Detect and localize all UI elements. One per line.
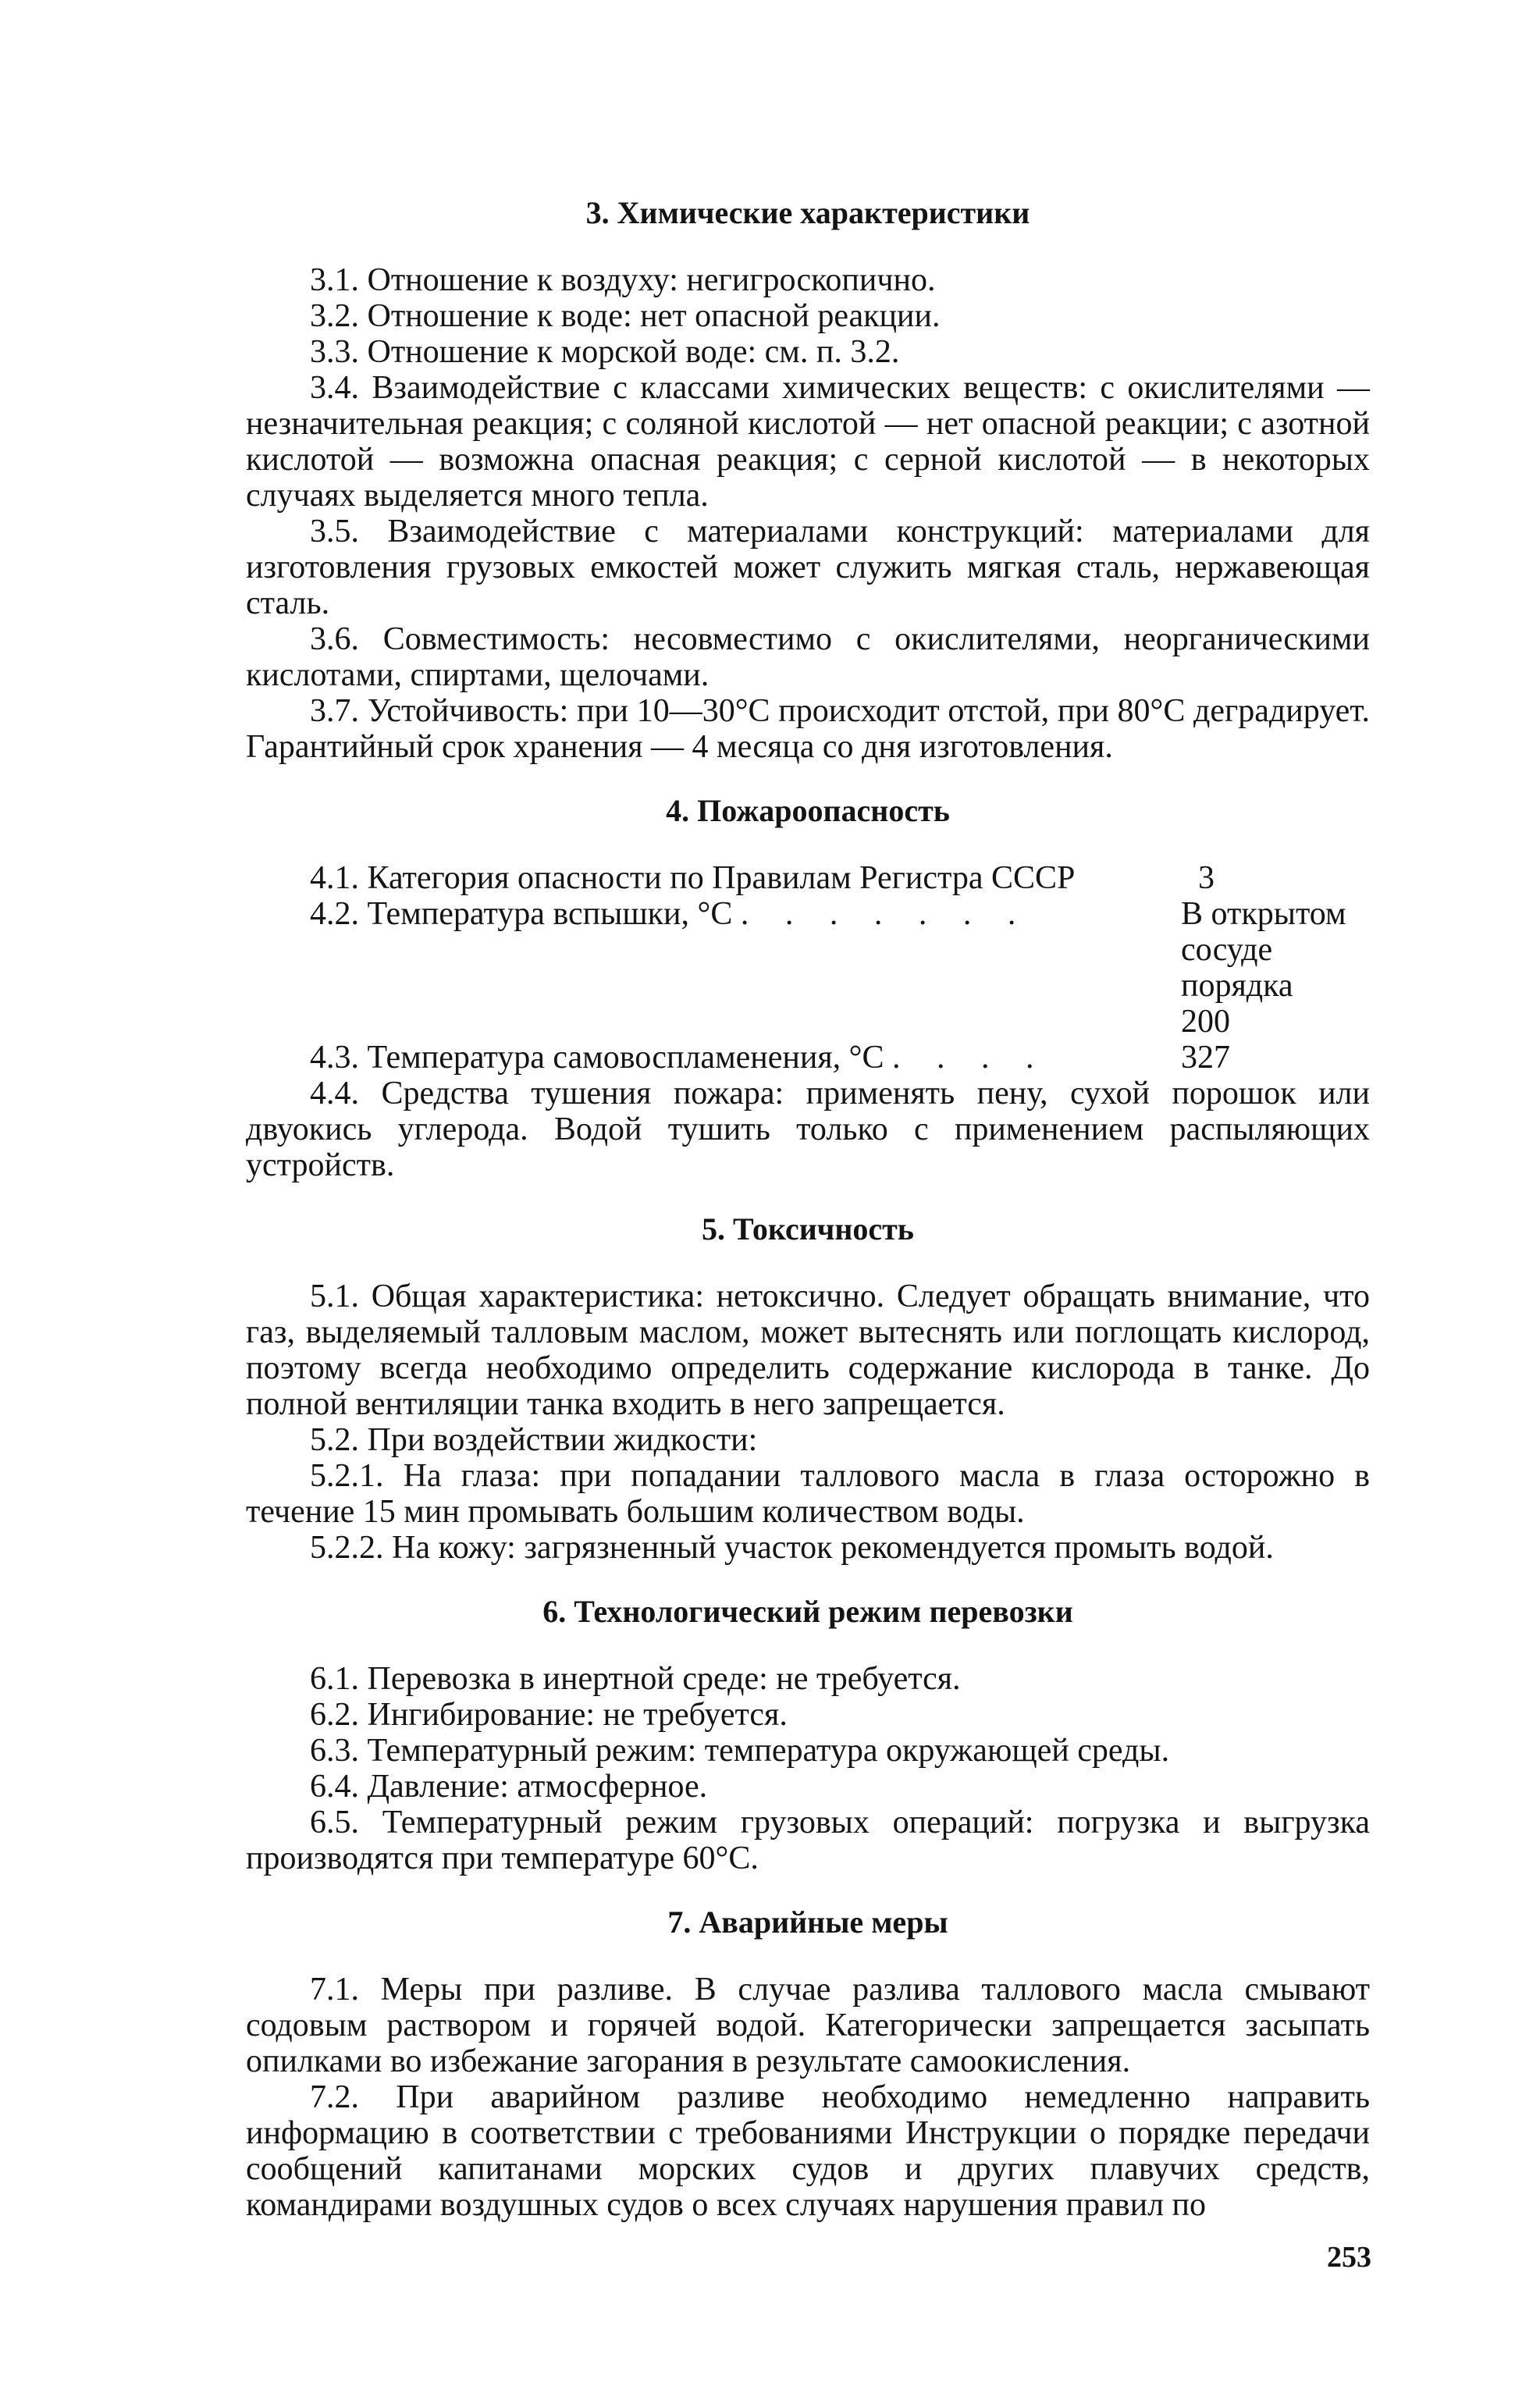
autoignition-value: 327 bbox=[1181, 1040, 1230, 1076]
page-number: 253 bbox=[1327, 2241, 1371, 2274]
paragraph-5-1: 5.1. Общая характеристика: нетоксично. Следует обращать внимание, что газ, выделяемый талловым маслом, может вытеснять или поглощать кислород, поэтому всегда необходимо определить содержание кислорода в танке. До полной вентиляции танка входить в него запрещается. bbox=[246, 1279, 1370, 1422]
hazard-category-row bbox=[246, 860, 1370, 896]
flash-point-label: 4.2. Температура вспышки, °С bbox=[310, 896, 733, 932]
flash-point-value-line-4: 200 bbox=[1181, 1004, 1230, 1040]
page-body bbox=[246, 195, 1370, 2223]
hazard-category-label: 4.1. Категория опасности по Правилам Регистра СССР bbox=[310, 860, 1076, 896]
autoignition-leader-dots: . . . . bbox=[892, 1040, 1048, 1076]
paragraph-3-2: 3.2. Отношение к воде: нет опасной реакции. bbox=[310, 298, 941, 334]
paragraph-6-4: 6.4. Давление: атмосферное. bbox=[310, 1769, 708, 1805]
hazard-category-value: 3 bbox=[1198, 860, 1215, 896]
paragraph-4-4: 4.4. Средства тушения пожара: применять пену, сухой порошок или двуокись углерода. Водой тушить только с применением распыляющих устройств. bbox=[246, 1076, 1370, 1183]
flash-point-leader-dots: . . . . . . . bbox=[740, 896, 1030, 932]
paragraph-6-5: 6.5. Температурный режим грузовых операций: погрузка и выгрузка производятся при температуре 60°С. bbox=[246, 1805, 1370, 1876]
flash-point-value-line-2: сосуде bbox=[1181, 932, 1273, 968]
paragraph-6-3: 6.3. Температурный режим: температура окружающей среды. bbox=[310, 1733, 1170, 1769]
section-4-heading: 4. Пожароопасность bbox=[666, 793, 950, 828]
flash-point-value bbox=[1175, 896, 1370, 1040]
paragraph-6-1: 6.1. Перевозка в инертной среде: не требуется. bbox=[310, 1661, 961, 1697]
section-3-heading: 3. Химические характеристики bbox=[585, 195, 1030, 230]
paragraph-7-2: 7.2. При аварийном разливе необходимо немедленно направить информацию в соответствии с требованиями Инструкции о порядке передачи сообщений капитанами морских судов и других плавучих средств, командирами воздушных судов о всех случаях нарушения правил по bbox=[246, 2079, 1370, 2223]
paragraph-5-2: 5.2. При воздействии жидкости: bbox=[310, 1422, 758, 1458]
paragraph-3-4: 3.4. Взаимодействие с классами химических веществ: с окислителями — незначительная реакция; с соляной кислотой — нет опасной реакции; с азотной кислотой — возможна опасная реакция; с серной кислотой — в некоторых случаях выделяется много тепла. bbox=[246, 370, 1370, 514]
paragraph-3-3: 3.3. Отношение к морской воде: см. п. 3.2. bbox=[310, 334, 900, 370]
autoignition-label: 4.3. Температура самовоспламенения, °С bbox=[310, 1040, 884, 1076]
flash-point-label-cell bbox=[246, 896, 1175, 1040]
paragraph-5-2-2: 5.2.2. На кожу: загрязненный участок рекомендуется промыть водой. bbox=[310, 1530, 1274, 1566]
section-7-heading: 7. Аварийные меры bbox=[667, 1904, 948, 1940]
paragraph-7-1: 7.1. Меры при разливе. В случае разлива таллового масла смывают содовым раствором и горячей водой. Категорически запрещается засыпать опилками во избежание загорания в результате самоокисления. bbox=[246, 1972, 1370, 2079]
paragraph-3-5: 3.5. Взаимодействие с материалами конструкций: материалами для изготовления грузовых емкостей может служить мягкая сталь, нержавеющая сталь. bbox=[246, 514, 1370, 621]
autoignition-label-cell bbox=[246, 1040, 1159, 1076]
flash-point-row bbox=[246, 896, 1370, 1040]
paragraph-3-6: 3.6. Совместимость: несовместимо с окислителями, неорганическими кислотами, спиртами, щелочами. bbox=[246, 621, 1370, 693]
section-5-heading: 5. Токсичность bbox=[702, 1211, 914, 1247]
paragraph-6-2: 6.2. Ингибирование: не требуется. bbox=[310, 1697, 788, 1733]
paragraph-3-7: 3.7. Устойчивость: при 10—30°С происходит отстой, при 80°С деградирует. Гарантийный срок хранения — 4 месяца со дня изготовления. bbox=[246, 693, 1370, 765]
flash-point-value-line-3: порядка bbox=[1181, 968, 1293, 1004]
paragraph-3-1: 3.1. Отношение к воздуху: негигроскопично. bbox=[310, 262, 936, 298]
section-6-heading: 6. Технологический режим перевозки bbox=[542, 1594, 1073, 1629]
paragraph-5-2-1: 5.2.1. На глаза: при попадании таллового масла в глаза осторожно в течение 15 мин промывать большим количеством воды. bbox=[246, 1458, 1370, 1530]
flash-point-value-line-1: В открытом bbox=[1181, 896, 1346, 932]
autoignition-row bbox=[246, 1040, 1370, 1076]
